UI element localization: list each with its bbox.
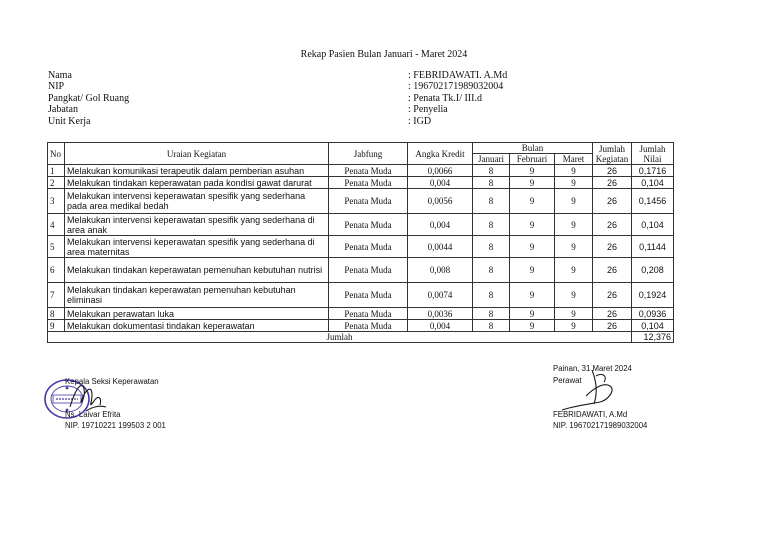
header-no: No (48, 143, 65, 165)
cell-nilai: 0,1144 (632, 236, 674, 258)
cell-jumlah: 26 (593, 308, 632, 320)
cell-jabfung: Penata Muda (329, 165, 408, 177)
total-value: 12,376 (632, 332, 674, 343)
cell-angka-kredit: 0,0066 (408, 165, 473, 177)
cell-februari: 9 (510, 320, 555, 332)
info-value: : Penata Tk.I/ III.d (408, 92, 482, 104)
cell-jumlah: 26 (593, 189, 632, 214)
table-row (48, 214, 674, 236)
total-label: Jumlah (48, 332, 632, 343)
right-place-date: Painan, 31 Maret 2024 (553, 364, 632, 373)
cell-no: 1 (48, 165, 65, 177)
cell-jumlah: 26 (593, 283, 632, 308)
cell-nilai: 0,104 (632, 177, 674, 189)
cell-maret: 9 (555, 189, 593, 214)
cell-uraian: Melakukan perawatan luka (65, 308, 329, 320)
cell-angka-kredit: 0,004 (408, 214, 473, 236)
cell-jabfung: Penata Muda (329, 308, 408, 320)
cell-angka-kredit: 0,004 (408, 177, 473, 189)
cell-jumlah: 26 (593, 320, 632, 332)
cell-januari: 8 (473, 308, 510, 320)
table-row (48, 177, 674, 189)
cell-angka-kredit: 0,0036 (408, 308, 473, 320)
cell-no: 8 (48, 308, 65, 320)
cell-januari: 8 (473, 258, 510, 283)
table-row (48, 283, 674, 308)
info-value: : FEBRIDAWATI. A.Md (408, 70, 508, 81)
cell-jabfung: Penata Muda (329, 177, 408, 189)
cell-nilai: 0,1456 (632, 189, 674, 214)
info-value: : IGD (408, 115, 432, 127)
info-label: NIP (48, 81, 65, 93)
cell-maret: 9 (555, 214, 593, 236)
cell-uraian: Melakukan tindakan keperawatan pemenuhan kebutuhan eliminasi (65, 283, 329, 308)
cell-jumlah: 26 (593, 165, 632, 177)
cell-februari: 9 (510, 258, 555, 283)
cell-uraian: Melakukan dokumentasi tindakan keperawatan (65, 320, 329, 332)
cell-maret: 9 (555, 308, 593, 320)
cell-januari: 8 (473, 177, 510, 189)
info-value: : 196702171989032004 (408, 81, 504, 93)
cell-nilai: 0,1716 (632, 165, 674, 177)
header-jumlah-nilai: Jumlah Nilai (632, 143, 674, 165)
cell-maret: 9 (555, 258, 593, 283)
cell-no: 6 (48, 258, 65, 283)
cell-angka-kredit: 0,0074 (408, 283, 473, 308)
cell-jabfung: Penata Muda (329, 258, 408, 283)
cell-angka-kredit: 0,004 (408, 320, 473, 332)
cell-nilai: 0,104 (632, 320, 674, 332)
cell-nilai: 0,0936 (632, 308, 674, 320)
info-value: : Penyelia (408, 104, 448, 116)
cell-jabfung: Penata Muda (329, 189, 408, 214)
cell-no: 3 (48, 189, 65, 214)
cell-januari: 8 (473, 283, 510, 308)
cell-jabfung: Penata Muda (329, 283, 408, 308)
cell-februari: 9 (510, 165, 555, 177)
cell-no: 4 (48, 214, 65, 236)
cell-uraian: Melakukan intervensi keperawatan spesifik yang sederhana di area maternitas (65, 236, 329, 258)
table-row (48, 165, 674, 177)
cell-angka-kredit: 0,0056 (408, 189, 473, 214)
cell-nilai: 0,1924 (632, 283, 674, 308)
info-label: Jabatan (48, 104, 78, 116)
cell-uraian: Melakukan komunikasi terapeutik dalam pemberian asuhan (65, 165, 329, 177)
info-label: Nama (48, 70, 72, 81)
cell-januari: 8 (473, 320, 510, 332)
info-label: Unit Kerja (48, 115, 91, 127)
cell-januari: 8 (473, 189, 510, 214)
left-signer-title: Kepala Seksi Keperawatan (65, 377, 159, 386)
left-signer-nip: NIP. 19710221 199503 2 001 (65, 421, 166, 430)
left-signer-name: Ns. Laivar Efrita (65, 410, 121, 419)
cell-no: 2 (48, 177, 65, 189)
header-januari: Januari (473, 154, 510, 165)
cell-maret: 9 (555, 283, 593, 308)
cell-februari: 9 (510, 214, 555, 236)
header-bulan: Bulan (473, 143, 593, 154)
cell-jabfung: Penata Muda (329, 236, 408, 258)
cell-februari: 9 (510, 236, 555, 258)
cell-uraian: Melakukan tindakan keperawatan pemenuhan kebutuhan nutrisi (65, 258, 329, 283)
cell-angka-kredit: 0,0044 (408, 236, 473, 258)
header-uraian: Uraian Kegiatan (65, 143, 329, 165)
cell-februari: 9 (510, 283, 555, 308)
right-signer-title: Perawat (553, 376, 582, 385)
cell-maret: 9 (555, 165, 593, 177)
cell-jumlah: 26 (593, 214, 632, 236)
cell-januari: 8 (473, 214, 510, 236)
header-angka-kredit: Angka Kredit (408, 143, 473, 165)
activity-table (47, 142, 674, 343)
header-maret: Maret (555, 154, 593, 165)
cell-uraian: Melakukan intervensi keperawatan spesifik yang sederhana di area anak (65, 214, 329, 236)
cell-maret: 9 (555, 320, 593, 332)
info-label: Pangkat/ Gol Ruang (48, 92, 130, 104)
cell-uraian: Melakukan tindakan keperawatan pada kondisi gawat darurat (65, 177, 329, 189)
table-row (48, 308, 674, 320)
right-signer-name: FEBRIDAWATI, A.Md (553, 410, 628, 419)
cell-nilai: 0,208 (632, 258, 674, 283)
cell-jumlah: 26 (593, 177, 632, 189)
table-row (48, 189, 674, 214)
total-row (48, 332, 674, 343)
cell-nilai: 0,104 (632, 214, 674, 236)
cell-maret: 9 (555, 236, 593, 258)
table-row (48, 320, 674, 332)
table-row (48, 258, 674, 283)
cell-no: 7 (48, 283, 65, 308)
document-title: Rekap Pasien Bulan Januari - Maret 2024 (300, 49, 468, 60)
header-jumlah-kegiatan: Jumlah Kegiatan (593, 143, 632, 165)
cell-angka-kredit: 0,008 (408, 258, 473, 283)
cell-februari: 9 (510, 177, 555, 189)
cell-no: 5 (48, 236, 65, 258)
header-jabfung: Jabfung (329, 143, 408, 165)
cell-januari: 8 (473, 165, 510, 177)
cell-jumlah: 26 (593, 236, 632, 258)
cell-no: 9 (48, 320, 65, 332)
cell-januari: 8 (473, 236, 510, 258)
cell-maret: 9 (555, 177, 593, 189)
cell-jabfung: Penata Muda (329, 320, 408, 332)
cell-uraian: Melakukan intervensi keperawatan spesifik yang sederhana pada area medikal bedah (65, 189, 329, 214)
cell-jabfung: Penata Muda (329, 214, 408, 236)
cell-jumlah: 26 (593, 258, 632, 283)
cell-februari: 9 (510, 308, 555, 320)
header-februari: Februari (510, 154, 555, 165)
table-row (48, 236, 674, 258)
right-signer-nip: NIP. 196702171989032004 (553, 421, 648, 430)
cell-februari: 9 (510, 189, 555, 214)
